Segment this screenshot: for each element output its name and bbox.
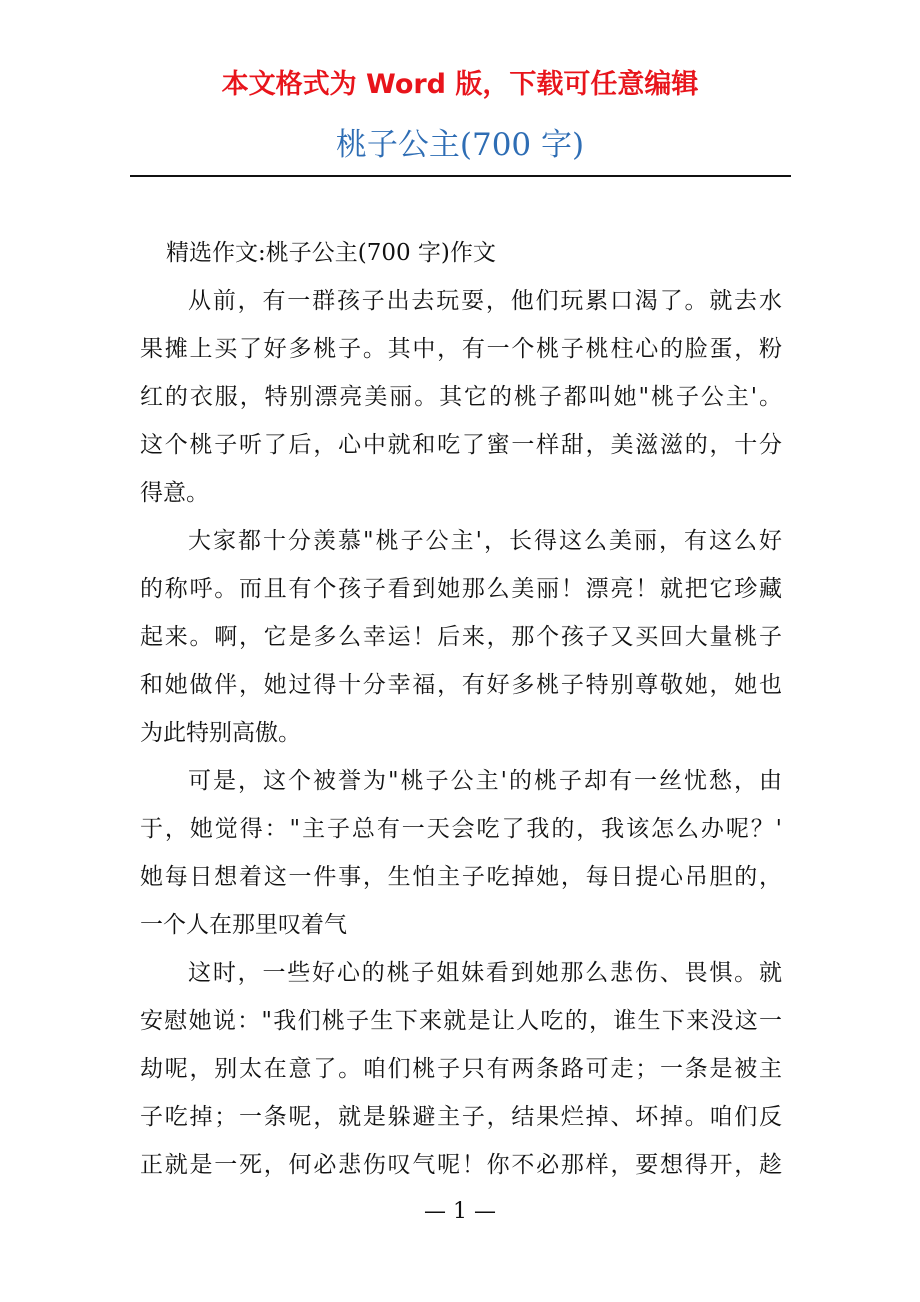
paragraph-3-line: 于，她觉得："主子总有一天会吃了我的，我该怎么办呢？' xyxy=(140,816,782,842)
paragraph-3-line: 一个人在那里叹着气 xyxy=(140,912,347,938)
page-number: — 1 — xyxy=(424,1199,496,1224)
paragraph-2-line: 为此特别高傲。 xyxy=(140,720,301,746)
paragraph-1-line: 从前，有一群孩子出去玩耍，他们玩累口渴了。就去水 xyxy=(188,288,782,314)
paragraph-4-line: 这时，一些好心的桃子姐妹看到她那么悲伤、畏惧。就 xyxy=(188,960,782,986)
document-title: 桃子公主(700 字) xyxy=(335,127,585,163)
paragraph-4-line: 子吃掉；一条呢，就是躲避主子，结果烂掉、坏掉。咱们反 xyxy=(140,1104,782,1130)
document-body xyxy=(140,229,782,1189)
paragraph-1-line: 这个桃子听了后，心中就和吃了蜜一样甜，美滋滋的，十分 xyxy=(140,432,782,458)
paragraph-3-line: 可是，这个被誉为"桃子公主'的桃子却有一丝忧愁，由 xyxy=(188,768,782,794)
paragraph-2-line: 的称呼。而且有个孩子看到她那么美丽！漂亮！就把它珍藏 xyxy=(140,576,782,602)
paragraph-1-line: 果摊上买了好多桃子。其中，有一个桃子桃柱心的脸蛋，粉 xyxy=(140,336,782,362)
paragraph-3-line: 她每日想着这一件事，生怕主子吃掉她，每日提心吊胆的， xyxy=(140,864,782,890)
title-divider xyxy=(130,175,791,177)
paragraph-4-line: 正就是一死，何必悲伤叹气呢！你不必那样，要想得开，趁 xyxy=(140,1152,782,1178)
download-banner: 本文格式为 Word 版，下载可任意编辑 xyxy=(221,69,699,100)
paragraph-1-line: 红的衣服，特别漂亮美丽。其它的桃子都叫她"桃子公主'。 xyxy=(140,384,782,410)
paragraph-2-line: 和她做伴，她过得十分幸福，有好多桃子特别尊敬她，她也 xyxy=(140,672,782,698)
paragraph-4-line: 安慰她说："我们桃子生下来就是让人吃的，谁生下来没这一 xyxy=(140,1008,782,1034)
paragraph-2-line: 起来。啊，它是多么幸运！后来，那个孩子又买回大量桃子 xyxy=(140,624,782,650)
paragraph-1-line: 得意。 xyxy=(140,480,209,506)
paragraph-2-line: 大家都十分羡慕"桃子公主'，长得这么美丽，有这么好 xyxy=(188,528,782,554)
lead-line: 精选作文:桃子公主(700 字)作文 xyxy=(166,240,496,266)
paragraph-4-line: 劫呢，别太在意了。咱们桃子只有两条路可走；一条是被主 xyxy=(140,1056,782,1082)
